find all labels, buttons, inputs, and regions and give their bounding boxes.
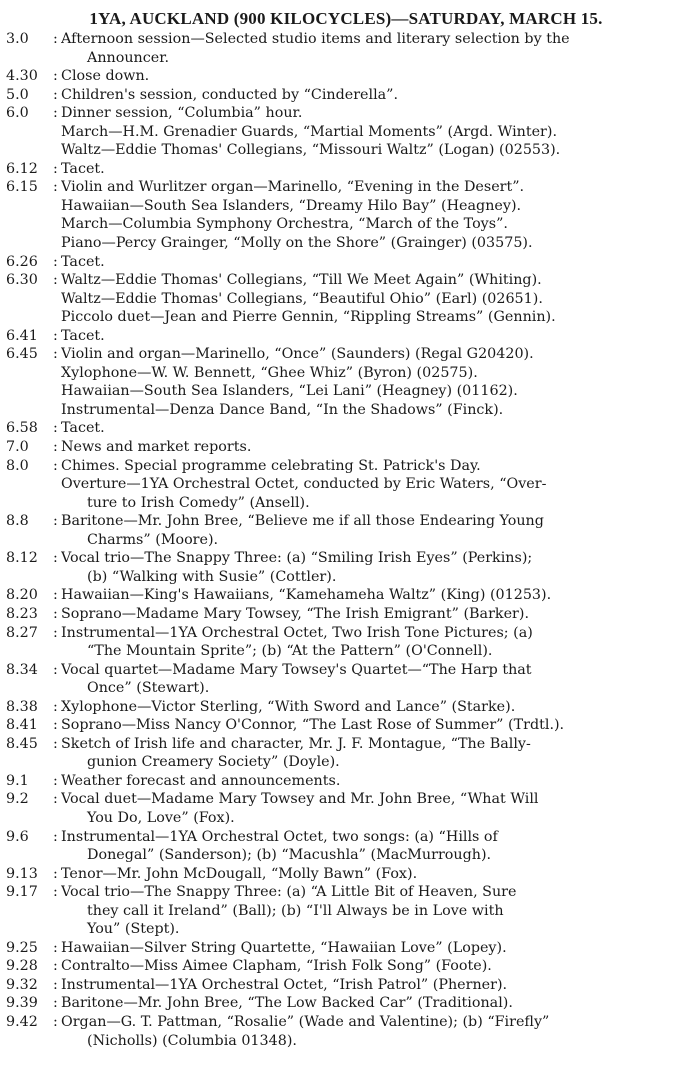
entry-line: Tacet. (61, 420, 105, 437)
entry-line: Afternoon session—Selected studio items and literary selection by the (61, 31, 570, 47)
entry-time: 6.12 (6, 160, 38, 177)
time-separator: : (53, 976, 58, 993)
entry-line: Sketch of Irish life and character, Mr. J. F. Montague, “The Bally- (61, 735, 531, 752)
entry-line: Instrumental—1YA Orchestral Octet, two songs: (a) “Hills of (61, 828, 498, 845)
entry-line: Soprano—Miss Nancy O'Connor, “The Last Rose of Summer” (Trdtl.). (61, 717, 565, 734)
programme-entry (6, 939, 686, 958)
entry-line: Waltz—Eddie Thomas' Collegians, “Till We Meet Again” (Whiting). (61, 272, 542, 289)
time-separator: : (53, 605, 58, 622)
programme-entry (6, 438, 686, 457)
time-separator: : (53, 884, 58, 901)
entry-line: Weather forecast and announcements. (61, 772, 341, 789)
time-separator: : (53, 717, 58, 734)
entry-text (61, 605, 686, 624)
time-separator: : (53, 327, 58, 344)
programme-entry (6, 716, 686, 735)
programme-entry (6, 345, 686, 419)
entry-line: Vocal duet—Madame Mary Towsey and Mr. John Bree, “What Will (61, 791, 539, 808)
programme-list (6, 30, 686, 1050)
entry-line: ture to Irish Comedy” (Ansell). (87, 494, 310, 511)
entry-time: 9.28 (6, 958, 38, 975)
entry-time: 8.8 (6, 513, 29, 530)
entry-text (61, 253, 686, 272)
entry-line: Baritone—Mr. John Bree, “Believe me if all those Endearing Young (61, 513, 544, 530)
entry-line: Donegal” (Sanderson); (b) “Macushla” (MacMurrough). (87, 847, 492, 864)
entry-time: 6.45 (6, 346, 38, 363)
entry-time: 7.0 (6, 439, 29, 456)
programme-entry (6, 253, 686, 272)
entry-line: Soprano—Madame Mary Towsey, “The Irish Emigrant” (Barker). (61, 605, 529, 622)
time-separator: : (53, 179, 58, 196)
entry-time: 9.25 (6, 939, 38, 956)
entry-time: 6.58 (6, 420, 38, 437)
entry-line: (Nicholls) (Columbia 01348). (87, 1032, 297, 1049)
entry-line: Tacet. (61, 253, 105, 270)
entry-line: Instrumental—1YA Orchestral Octet, Two Irish Tone Pictures; (a) (61, 624, 533, 641)
entry-text (61, 160, 686, 179)
entry-line: Piano—Percy Grainger, “Molly on the Shore” (Grainger) (03575). (61, 235, 533, 252)
entry-time: 8.23 (6, 605, 38, 622)
entry-text (61, 976, 686, 995)
entry-time: 6.41 (6, 327, 38, 344)
time-separator: : (53, 865, 58, 882)
entry-text (61, 883, 686, 939)
entry-text (61, 624, 686, 661)
programme-entry (6, 327, 686, 346)
entry-line: Piccolo duet—Jean and Pierre Gennin, “Rippling Streams” (Gennin). (61, 309, 556, 326)
entry-text (61, 549, 686, 586)
time-separator: : (53, 420, 58, 437)
entry-text (61, 438, 686, 457)
entry-time: 8.20 (6, 587, 38, 604)
entry-time: 5.0 (6, 86, 29, 103)
time-separator: : (53, 624, 58, 641)
entry-time: 9.2 (6, 791, 29, 808)
entry-text (61, 67, 686, 86)
entry-time: 8.27 (6, 624, 38, 641)
programme-entry (6, 865, 686, 884)
programme-entry (6, 67, 686, 86)
entry-time: 8.34 (6, 661, 38, 678)
programme-entry (6, 160, 686, 179)
entry-time: 8.12 (6, 550, 38, 567)
entry-text (61, 345, 686, 419)
time-separator: : (53, 439, 58, 456)
entry-line: Xylophone—W. W. Bennett, “Ghee Whiz” (Byron) (02575). (61, 364, 478, 381)
entry-text (61, 994, 686, 1013)
entry-line: You Do, Love” (Fox). (87, 809, 235, 826)
time-separator: : (53, 958, 58, 975)
programme-entry (6, 30, 686, 67)
entry-time: 4.30 (6, 68, 38, 85)
entry-text (61, 30, 686, 67)
entry-line: Children's session, conducted by “Cinderella”. (61, 86, 399, 103)
entry-line: Hawaiian—South Sea Islanders, “Dreamy Hilo Bay” (Heagney). (61, 197, 522, 214)
programme-page (6, 8, 686, 1050)
entry-line: gunion Creamery Society” (Doyle). (87, 754, 340, 771)
entry-text (61, 586, 686, 605)
entry-line: Xylophone—Victor Sterling, “With Sword and Lance” (Starke). (61, 698, 516, 715)
time-separator: : (53, 105, 58, 122)
time-separator: : (53, 661, 58, 678)
entry-line: Violin and organ—Marinello, “Once” (Saunders) (Regal G20420). (61, 346, 534, 363)
entry-line: Vocal trio—The Snappy Three: (a) “Smiling Irish Eyes” (Perkins); (61, 550, 533, 567)
entry-time: 6.15 (6, 179, 38, 196)
time-separator: : (53, 160, 58, 177)
entry-line: Waltz—Eddie Thomas' Collegians, “Missouri Waltz” (Logan) (02553). (61, 142, 561, 159)
entry-text (61, 790, 686, 827)
programme-entry (6, 86, 686, 105)
entry-text (61, 104, 686, 160)
time-separator: : (53, 513, 58, 530)
entry-text (61, 419, 686, 438)
entry-line: Vocal quartet—Madame Mary Towsey's Quartet—“The Harp that (61, 661, 532, 678)
entry-line: News and market reports. (61, 439, 252, 456)
programme-entry (6, 772, 686, 791)
programme-entry (6, 104, 686, 160)
programme-entry (6, 994, 686, 1013)
programme-entry (6, 549, 686, 586)
entry-text (61, 512, 686, 549)
entry-text (61, 271, 686, 327)
entry-text (61, 939, 686, 958)
programme-entry (6, 178, 686, 252)
entry-line: You” (Stept). (87, 921, 180, 938)
entry-time: 8.45 (6, 735, 38, 752)
entry-line: Tacet. (61, 160, 105, 177)
entry-text (61, 716, 686, 735)
entry-time: 9.13 (6, 865, 38, 882)
entry-line: Instrumental—Denza Dance Band, “In the Shadows” (Finck). (61, 401, 504, 418)
entry-line: Organ—G. T. Pattman, “Rosalie” (Wade and Valentine); (b) “Firefly” (61, 1013, 550, 1030)
entry-line: Contralto—Miss Aimee Clapham, “Irish Folk Song” (Foote). (61, 958, 492, 975)
entry-text (61, 698, 686, 717)
programme-entry (6, 698, 686, 717)
programme-entry (6, 828, 686, 865)
entry-line: Violin and Wurlitzer organ—Marinello, “Evening in the Desert”. (61, 179, 525, 196)
time-separator: : (53, 828, 58, 845)
entry-line: March—Columbia Symphony Orchestra, “March of the Toys”. (61, 216, 508, 233)
programme-entry (6, 735, 686, 772)
time-separator: : (53, 272, 58, 289)
time-separator: : (53, 791, 58, 808)
time-separator: : (53, 995, 58, 1012)
programme-entry (6, 605, 686, 624)
time-separator: : (53, 698, 58, 715)
programme-entry (6, 883, 686, 939)
entry-time: 9.39 (6, 995, 38, 1012)
time-separator: : (53, 253, 58, 270)
time-separator: : (53, 68, 58, 85)
entry-line: Tenor—Mr. John McDougall, “Molly Bawn” (Fox). (61, 865, 418, 882)
entry-line: Tacet. (61, 327, 105, 344)
programme-entry (6, 957, 686, 976)
programme-entry (6, 976, 686, 995)
time-separator: : (53, 31, 58, 47)
entry-text (61, 457, 686, 513)
entry-time: 6.0 (6, 105, 29, 122)
entry-text (61, 957, 686, 976)
programme-entry (6, 419, 686, 438)
entry-line: Hawaiian—South Sea Islanders, “Lei Lani” (Heagney) (01162). (61, 383, 518, 400)
entry-time: 8.38 (6, 698, 38, 715)
entry-time: 6.26 (6, 253, 38, 270)
entry-time: 9.32 (6, 976, 38, 993)
entry-line: Announcer. (87, 49, 170, 66)
time-separator: : (53, 939, 58, 956)
page-title: 1YA, AUCKLAND (900 KILOCYCLES)—SATURDAY, MARCH 15. (89, 9, 603, 28)
entry-line: “The Mountain Sprite”; (b) “At the Pattern” (O'Connell). (87, 643, 493, 660)
entry-line: Baritone—Mr. John Bree, “The Low Backed Car” (Traditional). (61, 995, 513, 1012)
entry-time: 9.1 (6, 772, 29, 789)
entry-line: March—H.M. Grenadier Guards, “Martial Moments” (Argd. Winter). (61, 123, 558, 140)
time-separator: : (53, 550, 58, 567)
entry-line: Instrumental—1YA Orchestral Octet, “Irish Patrol” (Pherner). (61, 976, 508, 993)
entry-text (61, 1013, 686, 1050)
entry-time: 8.0 (6, 457, 29, 474)
entry-line: Waltz—Eddie Thomas' Collegians, “Beautiful Ohio” (Earl) (02651). (61, 290, 543, 307)
entry-line: Once” (Stewart). (87, 680, 210, 697)
entry-text (61, 86, 686, 105)
entry-text (61, 178, 686, 252)
entry-line: Charms” (Moore). (87, 531, 219, 548)
entry-text (61, 828, 686, 865)
entry-text (61, 327, 686, 346)
entry-line: Vocal trio—The Snappy Three: (a) “A Little Bit of Heaven, Sure (61, 884, 517, 901)
entry-line: Overture—1YA Orchestral Octet, conducted by Eric Waters, “Over- (61, 476, 547, 493)
entry-line: Hawaiian—Silver String Quartette, “Hawaiian Love” (Lopey). (61, 939, 507, 956)
time-separator: : (53, 1013, 58, 1030)
entry-text (61, 865, 686, 884)
programme-entry (6, 1013, 686, 1050)
entry-time: 3.0 (6, 31, 29, 47)
programme-entry (6, 271, 686, 327)
programme-entry (6, 661, 686, 698)
entry-line: Hawaiian—King's Hawaiians, “Kamehameha Waltz” (King) (01253). (61, 587, 552, 604)
entry-time: 8.41 (6, 717, 38, 734)
entry-line: Chimes. Special programme celebrating St. Patrick's Day. (61, 457, 481, 474)
programme-entry (6, 457, 686, 513)
time-separator: : (53, 346, 58, 363)
entry-line: Dinner session, “Columbia” hour. (61, 105, 303, 122)
entry-text (61, 735, 686, 772)
entry-time: 6.30 (6, 272, 38, 289)
entry-time: 9.42 (6, 1013, 38, 1030)
time-separator: : (53, 735, 58, 752)
entry-line: they call it Ireland” (Ball); (b) “I'll Always be in Love with (87, 902, 504, 919)
programme-entry (6, 586, 686, 605)
programme-entry (6, 624, 686, 661)
time-separator: : (53, 772, 58, 789)
entry-time: 9.6 (6, 828, 29, 845)
time-separator: : (53, 86, 58, 103)
time-separator: : (53, 587, 58, 604)
entry-time: 9.17 (6, 884, 38, 901)
programme-entry (6, 512, 686, 549)
time-separator: : (53, 457, 58, 474)
entry-line: Close down. (61, 68, 150, 85)
programme-entry (6, 790, 686, 827)
entry-line: (b) “Walking with Susie” (Cottler). (87, 568, 337, 585)
entry-text (61, 772, 686, 791)
entry-text (61, 661, 686, 698)
